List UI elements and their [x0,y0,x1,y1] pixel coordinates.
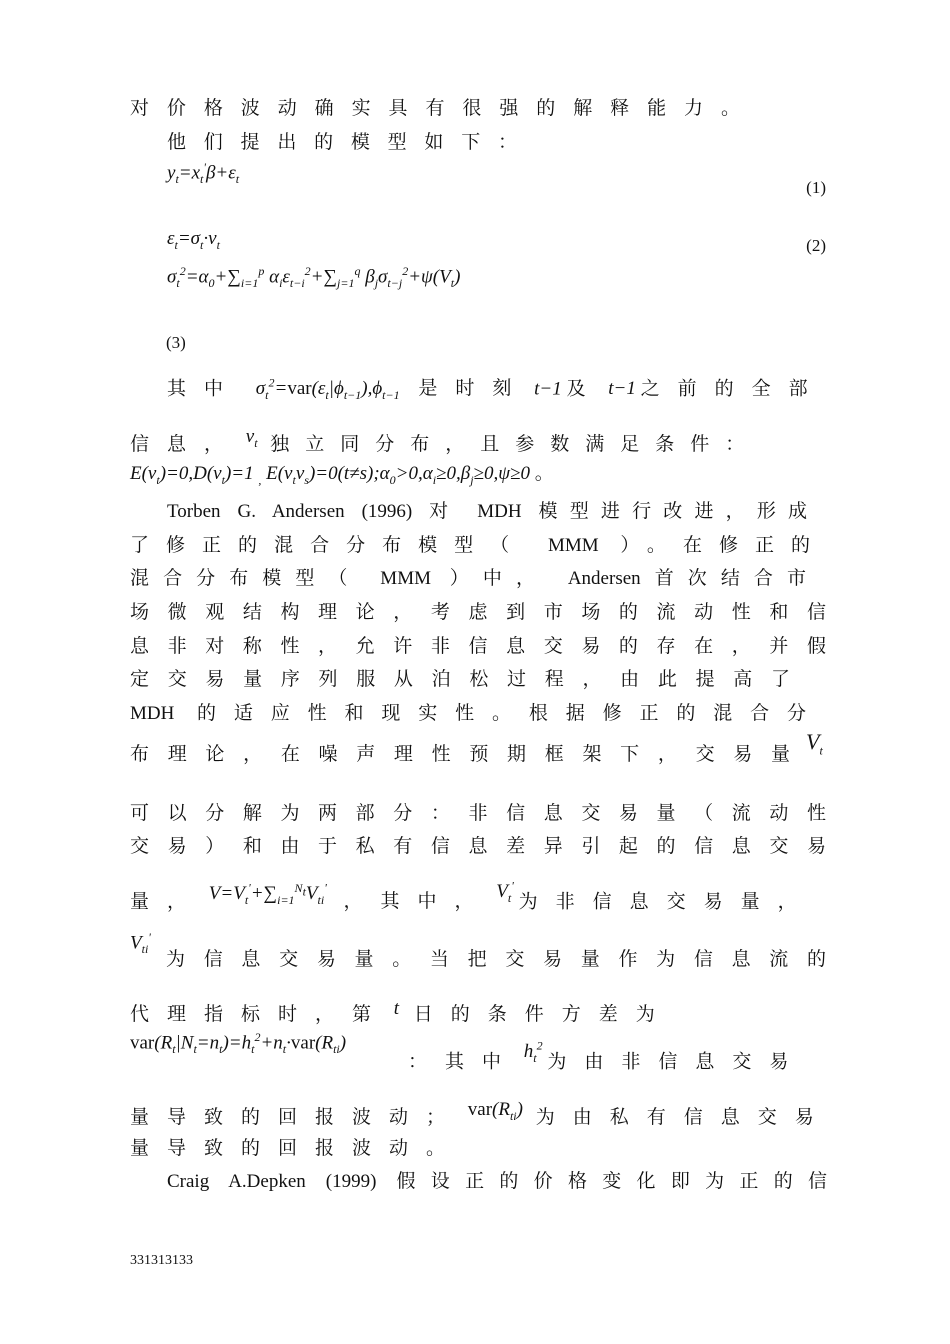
paragraph-line: 定交易量序列服从泊松过程，由此提高了 [130,669,790,690]
paragraph-line: Craig A.Depken (1999) 假设正的价格变化即为正的信 [167,1171,827,1192]
formula-inline: t−1 [608,378,636,400]
formula-inline: t−1 [534,378,562,400]
paragraph-line: 布理论，在噪声理性预期框架下，交易量 [130,744,790,765]
equation-1: $y_t=x_t'\beta+\varepsilon_t$ [167,160,240,187]
formula-inline: $h_t^2$ [523,1039,543,1066]
paragraph-line [130,426,826,463]
paragraph-line: 了修正的混合分布模型（ MMM ）。在修正的 [130,535,810,556]
paragraph-line: 可以分解为两部分：非信息交易量（流动性 [130,803,826,824]
paragraph-line [130,998,826,1027]
text: 量， [130,891,205,913]
text: 之前的全部 [640,378,826,400]
page-footer-id: 331313133 [130,1253,193,1268]
equation-2: $\varepsilon_t=\sigma_t\cdot v_t$ [167,228,220,252]
formula-Vti: $V_{ti}'$ [130,930,151,957]
text: 。 [534,463,554,484]
equation-number: (1) [806,178,826,197]
equation-3: $\sigma_t^2=\alpha_0+\sum_{i=1}^p$ $\alpha_i\varepsilon_{t-i}^2+\sum_{j=1}^q$ $\beta_j\sigma_{t-j}^2+\psi(V_t)$ [167,264,461,291]
text: 为由私有信息交易 [535,1107,832,1128]
text: ，其中， [343,891,492,913]
formula-inline: $E(v_t)=0,D(v_t)=1$ $_,$ $E(v_tv_s)=0(t\ne s);\alpha_0>0,\alpha_i\ge 0,\beta_j\ge 0,\psi\ge 0$ [130,463,530,487]
paragraph-line: 为信息交易量。当把交易量作为信息流的 [166,949,826,970]
paragraph-line: 息非对称性，允许非信息交易的存在，并假 [130,636,826,657]
text: 信息， [130,434,242,455]
paragraph-line [167,371,827,407]
paragraph-line [130,1099,832,1136]
equation-number: (3) [166,333,186,352]
paragraph-line: 混合分布模型（ MMM ）中， Andersen首次结合市 [130,568,806,589]
formula-variance: $var(R_t|N_t=n_t)=h_t^2+n_t\cdot var(R_{ti})$ [130,1030,347,1057]
paragraph-line: Torben G. Andersen (1996) 对 MDH 模型进行改进，形成 [167,501,807,522]
formula-inline: $\sigma_t^2=var(\varepsilon_t|\phi_{t-1}),\phi_{t-1}$ [255,376,400,403]
text: 及 [566,378,586,400]
text: 日的条件方差为 [413,1004,673,1025]
text: 其中 [167,378,242,400]
formula-inline: $v_t$ [245,426,258,450]
paragraph-line: MDH 的适应性和现实性。根据修正的混合分 [130,703,806,724]
formula-inline: $V_t'$ [496,879,514,906]
paragraph-line [130,879,826,920]
paragraph-line: 对价格波动确实具有很强的解释能力。 [130,98,740,119]
text: 代理指标时，第 [130,1004,390,1025]
formula-inline: t [393,998,400,1019]
text: 量导致的回报波动； [130,1107,464,1128]
paragraph-line: 量导致的回报波动。 [130,1138,464,1159]
paragraph-line: 交易）和由于私有信息差异引起的信息交易 [130,836,826,857]
formula-Vt: $V_t$ [806,729,823,758]
paragraph-line: 他们提出的模型如下： [167,132,517,153]
paragraph-line [130,462,826,492]
text: 独立同分布，且参数满足条件： [270,434,761,455]
paragraph-line: 场微观结构理论，考虑到市场的流动性和信 [130,602,826,623]
text: 为由非信息交易 [547,1051,807,1073]
paragraph-line [408,1039,808,1080]
text: ：其中 [408,1051,520,1073]
text: 是时刻 [418,378,530,400]
equation-number: (2) [806,236,826,255]
formula-inline: $var(R_{ti})$ [467,1099,523,1123]
text: 为非信息交易量， [518,891,815,913]
formula-inline: $V=V_t'+\sum_{i=1}^{N_t}V_{ti}'$ [208,881,327,908]
